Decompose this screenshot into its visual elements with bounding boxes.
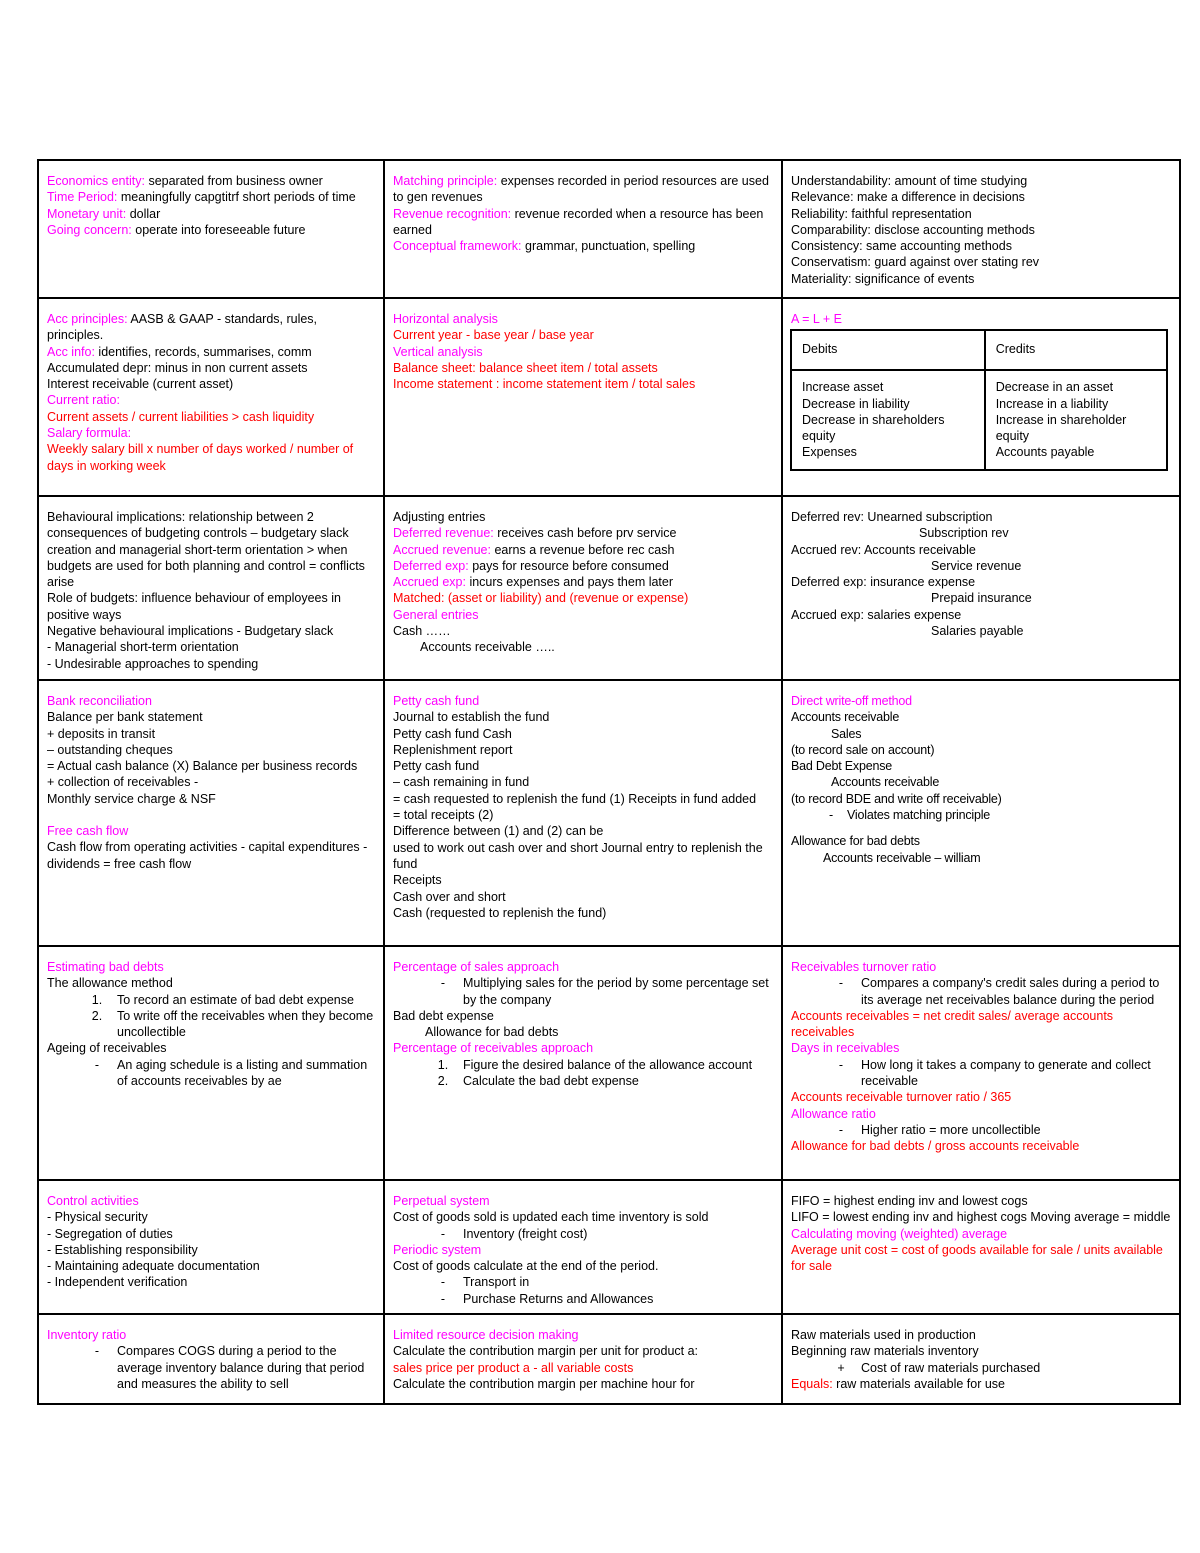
cell-cost-flow	[782, 1180, 1180, 1314]
list-item: Decrease in liability	[802, 396, 910, 411]
list-item: Decrease in an asset	[995, 380, 1114, 395]
note-line: Accounts receivable …..	[420, 640, 555, 655]
note-heading: Bank reconciliation	[47, 694, 152, 708]
table-row	[38, 946, 1180, 1180]
note-heading: Horizontal analysis	[393, 312, 498, 326]
note-line: Sales	[831, 726, 862, 741]
note-line: Monthly service charge & NSF	[47, 791, 216, 806]
note-line: Cash ……	[393, 624, 451, 639]
cell-behavioural-implications	[38, 496, 384, 680]
list-item: - Purchase Returns and Allowances	[440, 1291, 654, 1306]
spacer	[47, 807, 375, 823]
list-item: - Segregation of duties	[47, 1226, 173, 1241]
list-item: - Higher ratio = more uncollectible	[838, 1122, 1041, 1137]
cell-estimating-bad-debts	[38, 946, 384, 1180]
note-line: Materiality: significance of events	[791, 271, 975, 286]
note-line: Accrued exp: salaries expense	[791, 607, 962, 622]
cell-inventory-systems	[384, 1180, 782, 1314]
list-item: - Maintaining adequate documentation	[47, 1259, 260, 1274]
note-line: Monetary unit: dollar	[47, 206, 161, 221]
cell-raw-materials	[782, 1314, 1180, 1404]
list-item: - Compares a company's credit sales during a period to its average net receivables balance during the period	[838, 976, 1160, 1007]
note-line: Balance per bank statement	[47, 710, 203, 725]
note-line: Petty cash fund	[393, 759, 480, 774]
note-line: Acc info: identifies, records, summarises, comm	[47, 344, 312, 359]
formula-line: Accounts receivables = net credit sales/ average accounts receivables	[791, 1008, 1114, 1040]
note-line: Comparability: disclose accounting methods	[791, 222, 1035, 237]
list-item: - How long it takes a company to generate and collect receivable	[838, 1057, 1151, 1089]
note-line: Relevance: make a difference in decisions	[791, 190, 1025, 205]
debits-credits-table	[790, 329, 1168, 470]
cell-limited-resource	[384, 1314, 782, 1404]
cell-accounting-equation	[782, 298, 1180, 496]
debits-header: Debits	[791, 330, 985, 370]
credits-list	[985, 370, 1167, 469]
note-line: Allowance for bad debts	[425, 1025, 559, 1040]
note-line: Raw materials used in production	[791, 1328, 976, 1343]
note-line: Equals: raw materials available for use	[791, 1376, 1005, 1391]
note-heading: General entries	[393, 607, 479, 622]
note-line: Accounts receivable – william	[823, 850, 981, 865]
note-line: Matching principle: expenses recorded in period resources are used to gen revenues	[393, 174, 769, 205]
note-heading: Receivables turnover ratio	[791, 960, 937, 974]
formula-line: Balance sheet: balance sheet item / total assets	[393, 360, 658, 375]
list-item: - Independent verification	[47, 1275, 188, 1290]
cell-accounting-assumptions	[38, 160, 384, 298]
note-line: Revenue recognition: revenue recorded when a resource has been earned	[393, 206, 764, 237]
note-line: Reliability: faithful representation	[791, 206, 972, 221]
note-heading: Days in receivables	[791, 1041, 900, 1056]
note-line: Difference between (1) and (2) can be	[393, 824, 604, 839]
accounting-equation: A = L + E	[791, 312, 842, 326]
note-heading: Percentage of sales approach	[393, 960, 560, 974]
formula-line: Allowance for bad debts / gross accounts receivable	[791, 1139, 1080, 1154]
formula-line: Current year - base year / base year	[393, 328, 594, 343]
note-line: Cash (requested to replenish the fund)	[393, 905, 607, 920]
note-heading: Estimating bad debts	[47, 960, 164, 974]
formula-line: Matched: (asset or liability) and (revenue or expense)	[393, 591, 689, 606]
note-line: + collection of receivables -	[47, 775, 199, 790]
note-line: Petty cash fund Cash	[393, 726, 512, 741]
note-line: Accrued exp: incurs expenses and pays them later	[393, 575, 674, 590]
note-line: = Actual cash balance (X) Balance per business records	[47, 759, 358, 774]
list-item: 2. To write off the receivables when they become uncollectible	[91, 1008, 374, 1040]
note-line: - Managerial short-term orientation	[47, 640, 239, 655]
list-item: Expenses	[802, 445, 857, 460]
cell-analysis	[384, 298, 782, 496]
note-line: Acc principles: AASB & GAAP - standards, rules, principles.	[47, 312, 318, 343]
spacer	[791, 823, 1171, 833]
note-line: Journal to establish the fund	[393, 710, 550, 725]
note-heading: Free cash flow	[47, 824, 129, 839]
table-row	[38, 1314, 1180, 1404]
table-row	[38, 680, 1180, 946]
note-line: Understandability: amount of time studying	[791, 174, 1028, 188]
note-line: Deferred exp: insurance expense	[791, 575, 976, 590]
formula-line: Average unit cost = cost of goods available for sale / units available for sale	[791, 1242, 1163, 1274]
list-item: Increase in shareholder equity	[995, 412, 1127, 444]
note-heading: Limited resource decision making	[393, 1328, 579, 1343]
note-heading: Percentage of receivables approach	[393, 1041, 594, 1056]
note-heading: Periodic system	[393, 1242, 482, 1257]
note-line: Cash over and short	[393, 889, 506, 904]
debits-list	[791, 370, 985, 469]
note-line: FIFO = highest ending inv and lowest cogs	[791, 1194, 1028, 1208]
list-item: + Cost of raw materials purchased	[837, 1360, 1041, 1375]
note-line: Accrued revenue: earns a revenue before rec cash	[393, 542, 675, 557]
table-row	[38, 160, 1180, 298]
list-item: 1. To record an estimate of bad debt expense	[91, 992, 354, 1007]
note-line: Consistency: same accounting methods	[791, 239, 1012, 254]
note-line: Economics entity: separated from business owner	[47, 174, 323, 188]
list-item: - Inventory (freight cost)	[440, 1226, 588, 1241]
list-item: 1. Figure the desired balance of the allowance account	[437, 1057, 753, 1072]
note-line: Going concern: operate into foreseeable future	[47, 222, 306, 237]
formula-line: Current assets / current liabilities > cash liquidity	[47, 409, 315, 424]
cell-qualitative-characteristics	[782, 160, 1180, 298]
note-line: Negative behavioural implications - Budgetary slack	[47, 624, 334, 639]
note-line: Deferred exp: pays for resource before consumed	[393, 558, 669, 573]
note-line: Behavioural implications: relationship between 2 consequences of budgeting controls – budgetary slack creation and managerial short-term orientation > when budgets are used for both planning and control = conflicts arise	[47, 510, 365, 590]
formula-line: sales price per product a - all variable costs	[393, 1360, 634, 1375]
note-line: Salaries payable	[931, 624, 1024, 639]
cell-control-activities	[38, 1180, 384, 1314]
cell-journal-entries	[782, 496, 1180, 680]
note-line: Bad Debt Expense	[791, 759, 893, 774]
cell-adjusting-entries	[384, 496, 782, 680]
cell-receivables-ratios	[782, 946, 1180, 1180]
note-line: + deposits in transit	[47, 726, 156, 741]
note-line: Interest receivable (current asset)	[47, 377, 234, 392]
note-line: Calculate the contribution margin per unit for product a:	[393, 1344, 699, 1359]
note-line: The allowance method	[47, 976, 173, 991]
note-line: – outstanding cheques	[47, 742, 173, 757]
note-line: (to record BDE and write off receivable)	[791, 791, 1002, 806]
cell-acc-principles	[38, 298, 384, 496]
note-line: Service revenue	[931, 558, 1022, 573]
note-heading: Salary formula:	[47, 426, 132, 441]
table-row	[791, 330, 1167, 370]
cell-bank-reconciliation	[38, 680, 384, 946]
note-line: Accounts receivable	[831, 775, 940, 790]
note-line: Adjusting entries	[393, 510, 486, 524]
list-item: Accounts payable	[995, 445, 1095, 460]
note-line: Role of budgets: influence behaviour of employees in positive ways	[47, 591, 341, 622]
note-line: Deferred revenue: receives cash before prv service	[393, 526, 677, 541]
list-item: - Transport in	[440, 1275, 530, 1290]
note-line: Subscription rev	[919, 526, 1009, 541]
note-line: Receipts	[393, 873, 442, 888]
cell-principles	[384, 160, 782, 298]
note-line: Calculate the contribution margin per machine hour for	[393, 1376, 695, 1391]
note-heading: Vertical analysis	[393, 344, 483, 359]
note-line: Conceptual framework: grammar, punctuation, spelling	[393, 239, 696, 254]
table-row	[791, 370, 1167, 469]
note-heading: Current ratio:	[47, 393, 120, 408]
note-line: Deferred rev: Unearned subscription	[791, 510, 993, 524]
list-item: - Physical security	[47, 1210, 148, 1225]
list-item: Increase in a liability	[995, 396, 1109, 411]
note-line: (to record sale on account)	[791, 742, 935, 757]
list-item: - An aging schedule is a listing and summation of accounts receivables by ae	[94, 1057, 368, 1089]
list-item: - Establishing responsibility	[47, 1242, 198, 1257]
note-line: Replenishment report	[393, 742, 513, 757]
list-item: - Compares COGS during a period to the average inventory balance during that period and measures the ability to sell	[94, 1344, 365, 1391]
note-line: Beginning raw materials inventory	[791, 1344, 979, 1359]
list-item: - Violates matching principle	[829, 808, 991, 823]
table-row	[38, 1180, 1180, 1314]
table-row	[38, 496, 1180, 680]
note-line: Time Period: meaningfully capgtitrf short periods of time	[47, 190, 356, 205]
formula-line: Income statement : income statement item / total sales	[393, 377, 696, 392]
note-line: Allowance for bad debts	[791, 834, 920, 849]
credits-header: Credits	[985, 330, 1167, 370]
note-heading: Calculating moving (weighted) average	[791, 1226, 1008, 1241]
note-heading: Control activities	[47, 1194, 139, 1208]
note-line: - Undesirable approaches to spending	[47, 656, 259, 671]
note-line: Cash flow from operating activities - capital expenditures - dividends = free cash flow	[47, 840, 368, 871]
note-heading: Direct write-off method	[791, 694, 912, 708]
note-line: Cost of goods sold is updated each time inventory is sold	[393, 1210, 709, 1225]
list-item: Increase asset	[802, 380, 884, 395]
note-line: Bad debt expense	[393, 1008, 494, 1023]
note-line: Cost of goods calculate at the end of the period.	[393, 1259, 659, 1274]
list-item: - Multiplying sales for the period by some percentage set by the company	[440, 976, 769, 1007]
note-line: Conservatism: guard against over stating rev	[791, 255, 1040, 270]
table-row	[38, 298, 1180, 496]
cell-inventory-ratio	[38, 1314, 384, 1404]
note-heading: Allowance ratio	[791, 1106, 876, 1121]
note-line: Accounts receivable	[791, 710, 900, 725]
note-line: LIFO = lowest ending inv and highest cogs Moving average = middle	[791, 1210, 1171, 1225]
formula-line: Weekly salary bill x number of days worked / number of days in working week	[47, 442, 354, 473]
note-line: used to work out cash over and short Journal entry to replenish the fund	[393, 840, 763, 871]
notes-table	[37, 159, 1181, 1405]
note-line: Accumulated depr: minus in non current assets	[47, 360, 308, 375]
note-line: Ageing of receivables	[47, 1041, 167, 1056]
note-heading: Perpetual system	[393, 1194, 490, 1208]
cell-percentage-approaches	[384, 946, 782, 1180]
list-item: Decrease in shareholders equity	[802, 412, 945, 444]
note-line: = cash requested to replenish the fund (1) Receipts in fund added	[393, 791, 757, 806]
note-heading: Inventory ratio	[47, 1328, 127, 1343]
list-item: 2. Calculate the bad debt expense	[437, 1074, 639, 1089]
formula-line: Accounts receivable turnover ratio / 365	[791, 1090, 1012, 1105]
note-heading: Petty cash fund	[393, 694, 480, 708]
note-line: Prepaid insurance	[931, 591, 1032, 606]
cell-petty-cash	[384, 680, 782, 946]
cell-direct-write-off	[782, 680, 1180, 946]
note-line: = total receipts (2)	[393, 808, 494, 823]
note-line: Accrued rev: Accounts receivable	[791, 542, 976, 557]
note-line: – cash remaining in fund	[393, 775, 530, 790]
